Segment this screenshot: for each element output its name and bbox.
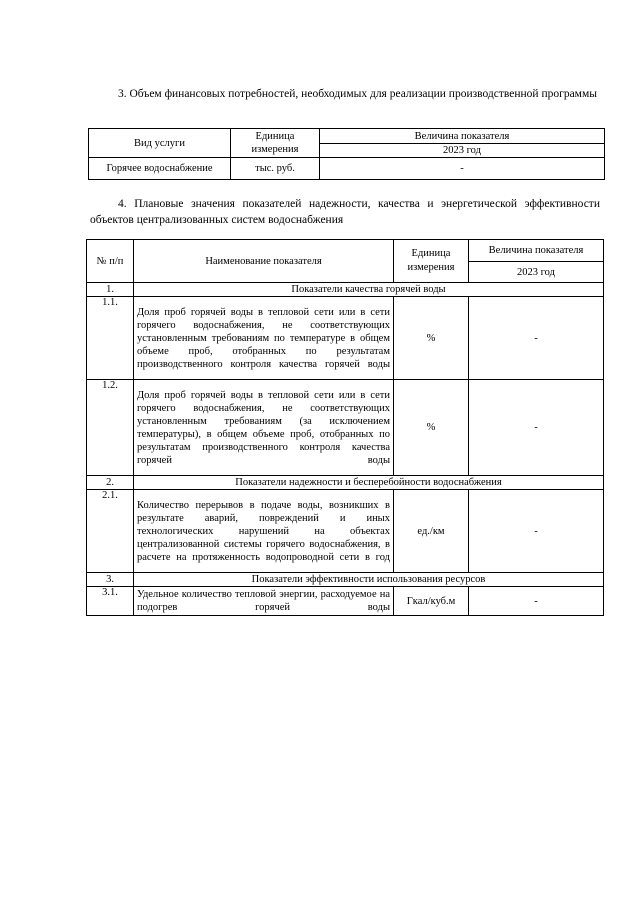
row-name: Доля проб горячей воды в тепловой сети или в сети горячего водоснабжения, не соответствующих установленным требованиям по температуре в общем объеме проб, отобранных по результатам производственного контроля качества горячей воды: [134, 297, 394, 380]
row-value: -: [469, 297, 604, 380]
col-value-header: Величина показателя: [469, 240, 604, 262]
group-num: 3.: [87, 573, 134, 587]
group-title: Показатели качества горячей воды: [134, 283, 604, 297]
group-row: [87, 476, 604, 490]
group-num: 2.: [87, 476, 134, 490]
group-num: 1.: [87, 283, 134, 297]
section3-heading: 3. Объем финансовых потребностей, необходимых для реализации производственной программы: [118, 88, 597, 100]
row-name: Количество перерывов в подаче воды, возникших в результате аварий, повреждений и иных технологических нарушений на объектах централизованной системы горячего водоснабжения, в расчете на протяженность водопроводной сети в год: [134, 490, 394, 573]
row-num: 1.2.: [87, 380, 134, 476]
indicators-table: [86, 239, 604, 616]
row-value: -: [469, 587, 604, 616]
group-title: Показатели надежности и бесперебойности водоснабжения: [134, 476, 604, 490]
col-unit-header: Единица измерения: [231, 129, 320, 158]
col-unit-header: Единица измерения: [394, 240, 469, 283]
col-year-header: 2023 год: [320, 144, 605, 158]
group-title: Показатели эффективности использования ресурсов: [134, 573, 604, 587]
col-name-header: Наименование показателя: [134, 240, 394, 283]
row-unit: ед./км: [394, 490, 469, 573]
table-row: [87, 587, 604, 616]
service-cell: Горячее водоснабжение: [89, 158, 231, 180]
unit-cell: тыс. руб.: [231, 158, 320, 180]
table-row: [87, 297, 604, 380]
group-row: [87, 573, 604, 587]
finance-table: [88, 128, 605, 180]
section4-heading: 4. Плановые значения показателей надежности, качества и энергетической эффективности объектов централизованных систем водоснабжения: [90, 198, 600, 226]
table-row: [89, 158, 605, 180]
group-row: [87, 283, 604, 297]
col-value-header: Величина показателя: [320, 129, 605, 144]
col-year-header: 2023 год: [469, 262, 604, 283]
row-unit: Гкал/куб.м: [394, 587, 469, 616]
col-num-header: № п/п: [87, 240, 134, 283]
row-num: 1.1.: [87, 297, 134, 380]
row-num: 2.1.: [87, 490, 134, 573]
row-unit: %: [394, 380, 469, 476]
row-value: -: [469, 490, 604, 573]
table-row: [87, 490, 604, 573]
table-row: [87, 380, 604, 476]
row-name: Доля проб горячей воды в тепловой сети или в сети горячего водоснабжения, не соответствующих установленным требованиям (за исключением температуры), в общем объеме проб, отобранных по результатам производственного контроля качества горячей воды: [134, 380, 394, 476]
col-service-header: Вид услуги: [89, 129, 231, 158]
row-value: -: [469, 380, 604, 476]
row-name: Удельное количество тепловой энергии, расходуемое на подогрев горячей воды: [134, 587, 394, 616]
value-cell: -: [320, 158, 605, 180]
row-unit: %: [394, 297, 469, 380]
row-num: 3.1.: [87, 587, 134, 616]
